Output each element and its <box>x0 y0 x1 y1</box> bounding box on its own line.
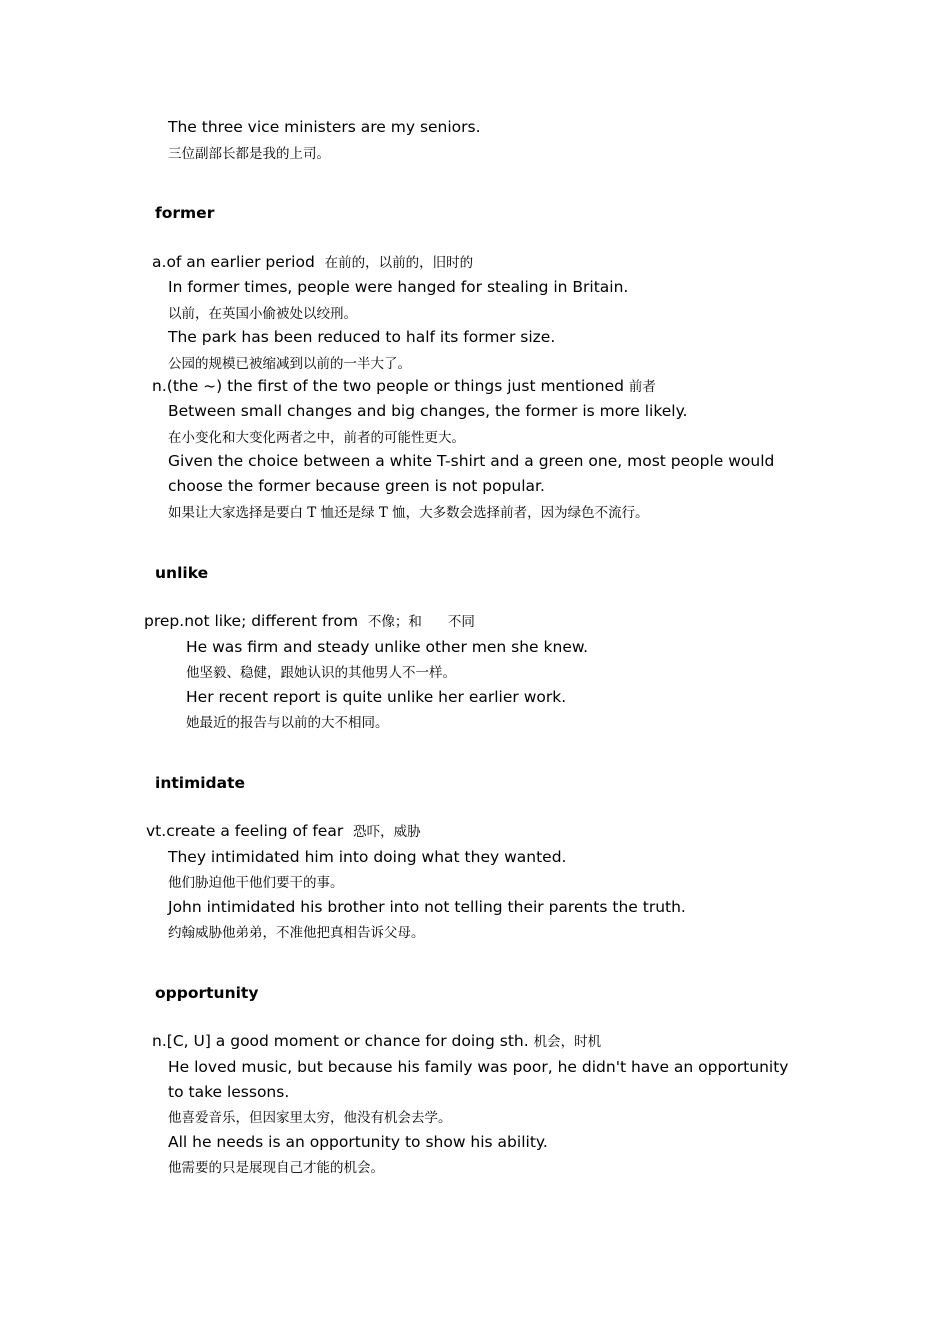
example-en: He was firm and steady unlike other men she knew. <box>186 638 589 656</box>
example-en: to take lessons. <box>168 1083 290 1101</box>
example-en: All he needs is an opportunity to show his ability. <box>168 1133 548 1151</box>
part-of-speech: a. <box>152 253 167 271</box>
example-en: He loved music, but because his family was poor, he didn't have an opportunity <box>168 1058 789 1076</box>
definition: not like; different from <box>184 612 359 630</box>
translation: 前者 <box>628 379 656 395</box>
definition: [C, U] a good moment or chance for doing sth. <box>166 1032 529 1050</box>
headword-intimidate: intimidate <box>155 774 246 792</box>
example-en: The park has been reduced to half its former size. <box>168 328 556 346</box>
example-zh: 约翰威胁他弟弟，不准他把真相告诉父母。 <box>168 925 425 941</box>
part-of-speech: vt. <box>146 822 167 840</box>
example-en: Her recent report is quite unlike her earlier work. <box>186 688 567 706</box>
sense-former-n <box>152 376 656 397</box>
headword-former: former <box>155 204 215 222</box>
example-en: John intimidated his brother into not telling their parents the truth. <box>168 898 686 916</box>
example-zh: 如果让大家选择是要白 T 恤还是绿 T 恤，大多数会选择前者，因为绿色不流行。 <box>168 505 649 521</box>
sense-unlike-prep <box>144 611 475 632</box>
example-en: choose the former because green is not popular. <box>168 477 545 495</box>
translation: 不同 <box>447 614 475 630</box>
translation: 在前的，以前的，旧时的 <box>324 255 474 271</box>
translation: 恐吓，威胁 <box>353 824 421 840</box>
example-zh: 他需要的只是展现自己才能的机会。 <box>168 1160 384 1176</box>
part-of-speech: n. <box>152 1032 167 1050</box>
example-en: Between small changes and big changes, the former is more likely. <box>168 402 688 420</box>
sense-opportunity-n <box>152 1031 601 1052</box>
definition: create a feeling of fear <box>166 822 344 840</box>
definition: (the ~) the first of the two people or things just mentioned <box>166 377 624 395</box>
example-en: Given the choice between a white T-shirt and a green one, most people would <box>168 452 775 470</box>
example-zh: 他们胁迫他干他们要干的事。 <box>168 875 344 891</box>
example-en: They intimidated him into doing what they wanted. <box>168 848 567 866</box>
example-zh: 她最近的报告与以前的大不相同。 <box>186 715 389 731</box>
part-of-speech: n. <box>152 377 167 395</box>
sense-intimidate-vt <box>146 821 421 842</box>
example-zh: 三位副部长都是我的上司。 <box>168 146 330 162</box>
example-zh: 公园的规模已被缩减到以前的一半大了。 <box>168 356 411 372</box>
translation: 不像；和 <box>367 614 422 630</box>
part-of-speech: prep. <box>144 612 185 630</box>
headword-unlike: unlike <box>155 564 209 582</box>
example-en: In former times, people were hanged for stealing in Britain. <box>168 278 629 296</box>
example-zh: 他喜爱音乐，但因家里太穷，他没有机会去学。 <box>168 1110 452 1126</box>
example-zh: 他坚毅、稳健，跟她认识的其他男人不一样。 <box>186 665 456 681</box>
definition: of an earlier period <box>166 253 315 271</box>
example-en: The three vice ministers are my seniors. <box>168 118 481 136</box>
example-zh: 以前，在英国小偷被处以绞刑。 <box>168 306 357 322</box>
sense-former-a <box>152 252 473 273</box>
headword-opportunity: opportunity <box>155 984 259 1002</box>
example-zh: 在小变化和大变化两者之中，前者的可能性更大。 <box>168 430 465 446</box>
translation: 机会，时机 <box>533 1034 602 1050</box>
